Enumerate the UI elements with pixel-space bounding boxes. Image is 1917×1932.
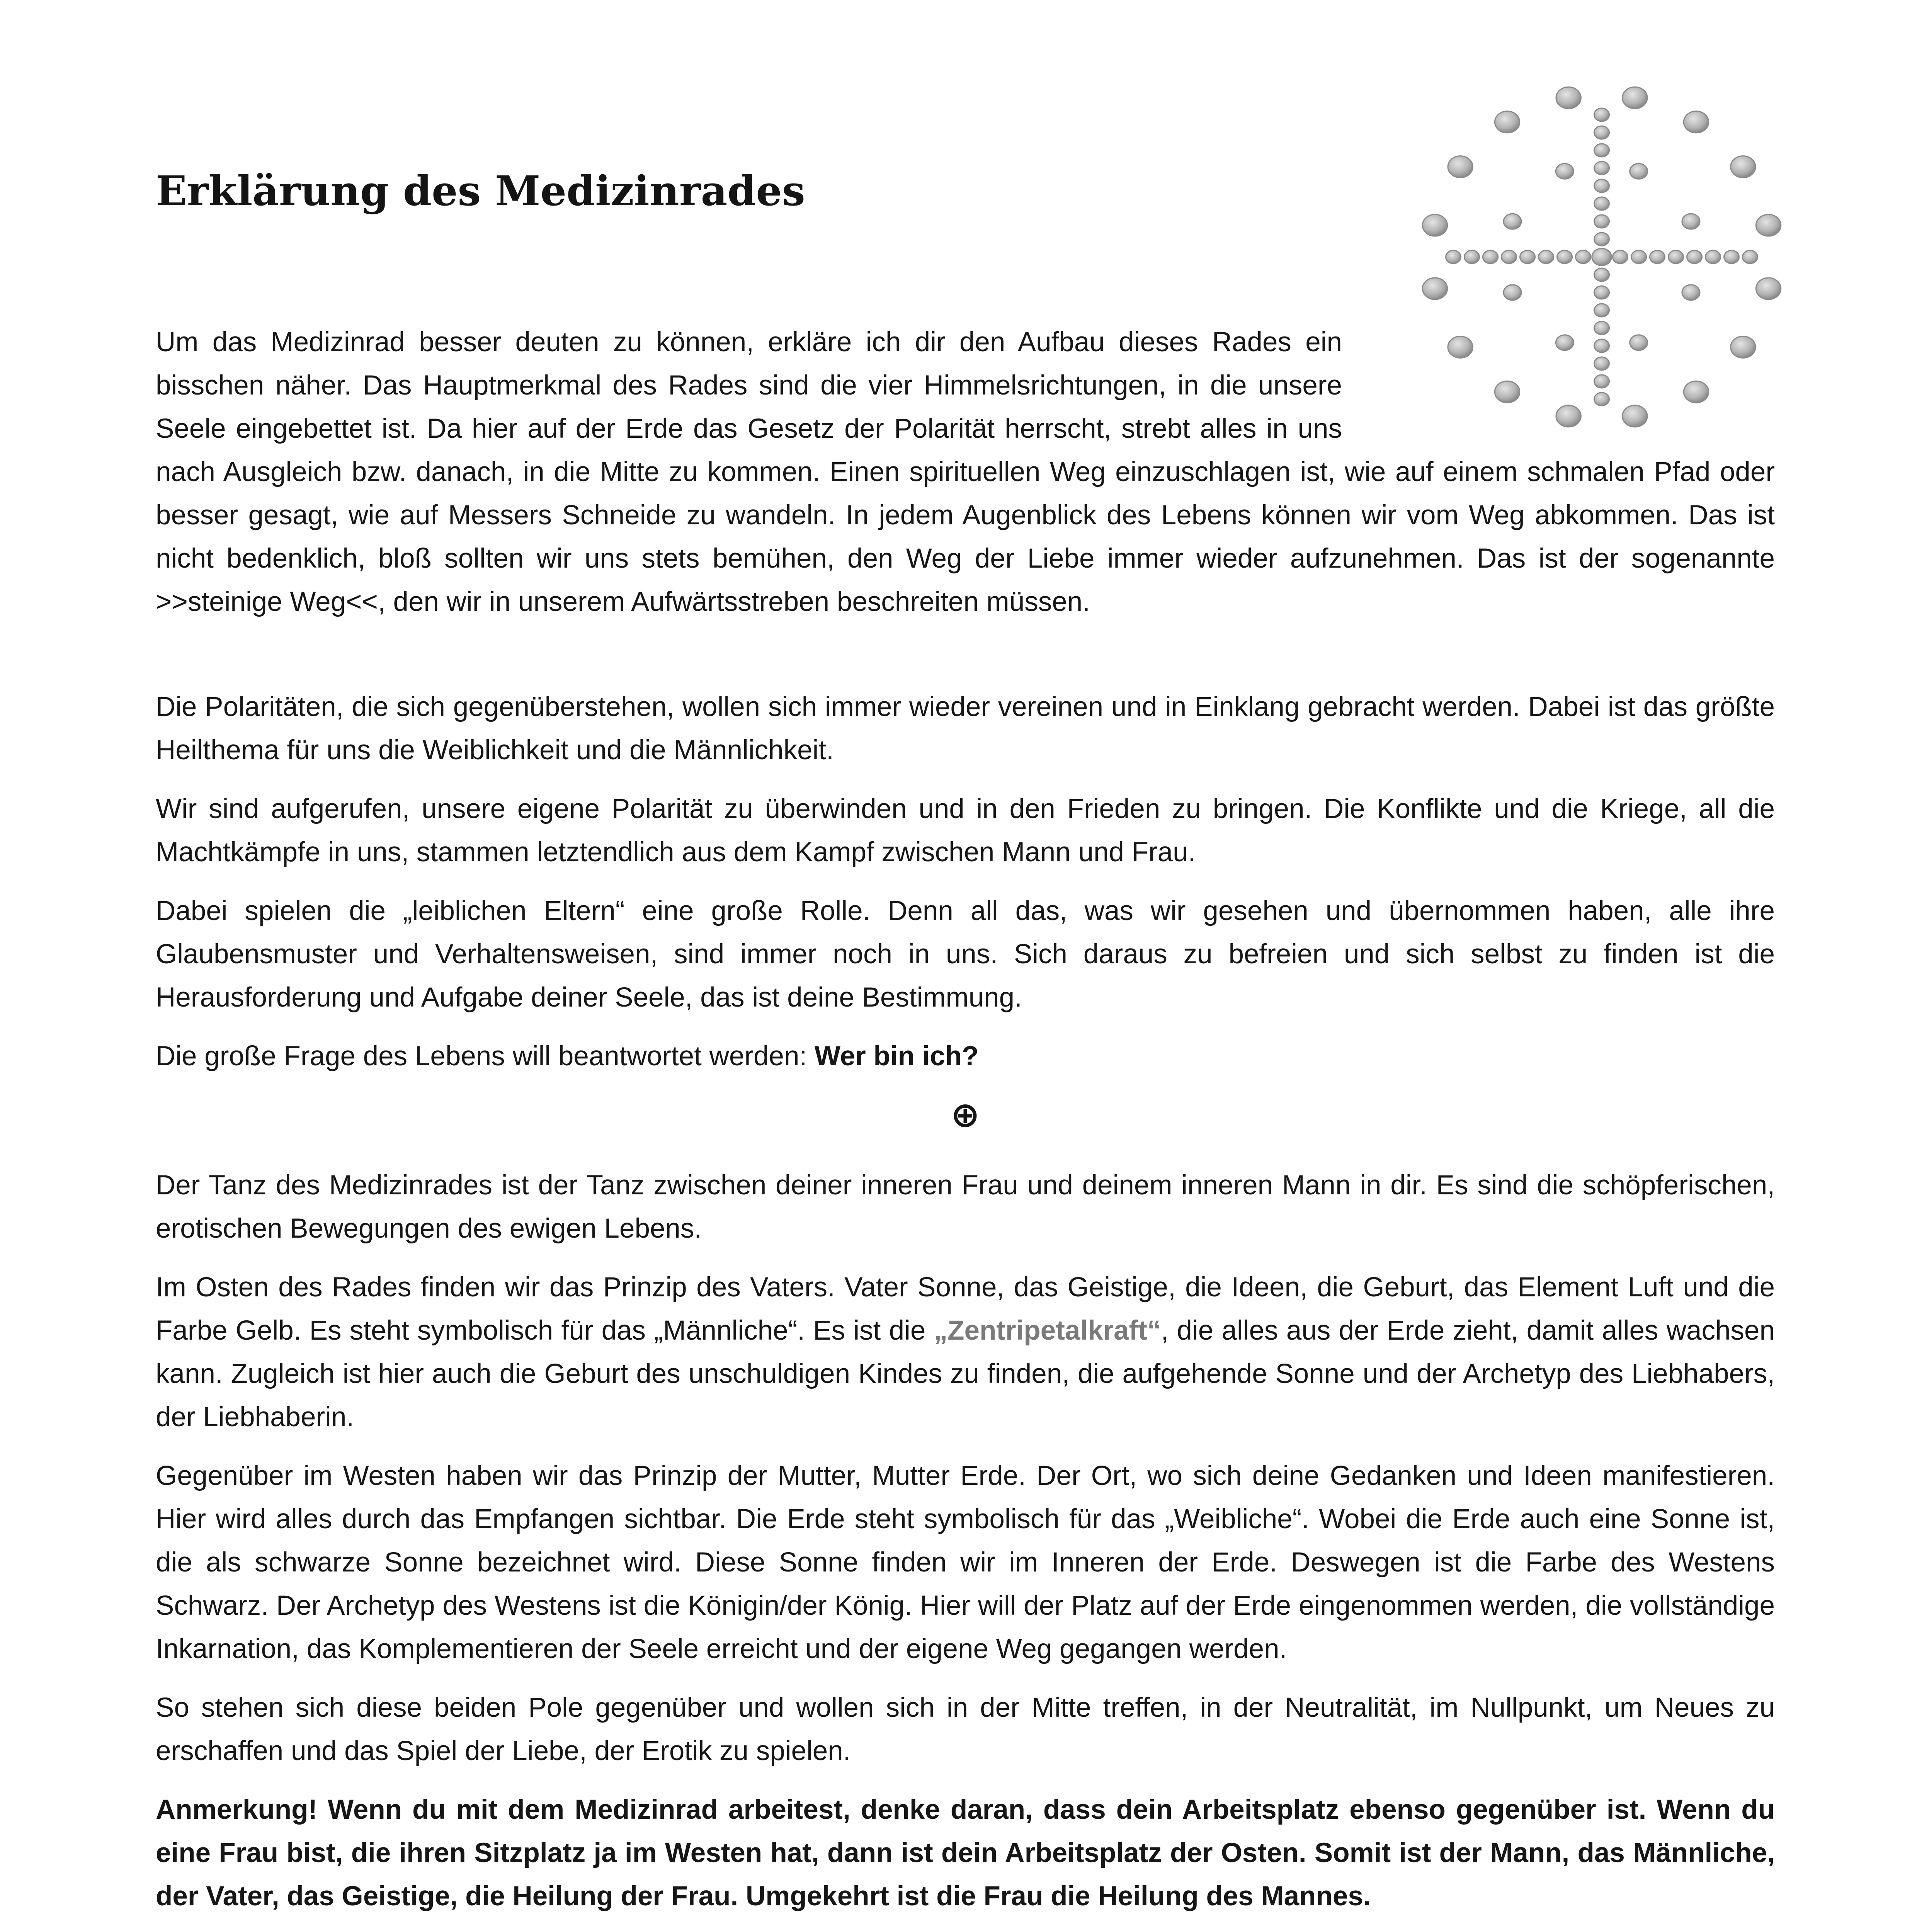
stone <box>1495 111 1519 133</box>
stone <box>1705 250 1720 264</box>
stone <box>1592 248 1612 265</box>
stone <box>1422 278 1447 299</box>
stone <box>1594 197 1609 210</box>
stone <box>1682 285 1700 300</box>
stone <box>1756 278 1781 299</box>
stone <box>1682 214 1700 229</box>
stone <box>1631 250 1646 264</box>
stone <box>1594 268 1609 281</box>
paragraph-intro: Um das Medizinrad besser deuten zu können, erkläre ich dir den Aufbau dieses Rades ein bisschen näher. Das Hauptmerkmal des Rades sind die vier Himmelsrichtungen, in die unsere Seele eingebettet ist. Da hier auf der Erde das Gesetz der Polarität herrscht, strebt alles in uns nach Ausgleich bzw. danach, in die Mitte zu kommen. Einen spirituellen Weg einzuschlagen ist, wie auf einem schmalen Pfad oder besser gesagt, wie auf Messers Schneide zu wandeln. In jedem Augenblick des Lebens können wir vom Weg abkommen. Das ist nicht bedenklich, bloß sollten wir uns stets bemühen, den Weg der Liebe immer wieder aufzunehmen. Das ist der sogenannte >>steinige Weg<<, den wir in unserem Aufwärtsstreben beschreiten müssen. <box>156 327 1775 617</box>
stone <box>1650 250 1665 264</box>
stone <box>1724 250 1739 264</box>
stone <box>1504 285 1521 300</box>
stone <box>1594 108 1609 121</box>
stone <box>1687 250 1702 264</box>
stone <box>1501 250 1516 264</box>
stone <box>1594 126 1609 139</box>
stone <box>1422 214 1447 236</box>
question-bold: Wer bin ich? <box>814 1041 979 1071</box>
stone <box>1668 250 1683 264</box>
stone <box>1483 250 1498 264</box>
paragraph-poles: So stehen sich diese beiden Pole gegenüber und wollen sich in der Mitte treffen, in der Neutralität, im Nullpunkt, um Neues zu erschaffen und das Spiel der Liebe, der Erotik zu spielen. <box>156 1692 1775 1766</box>
stone <box>1684 111 1708 133</box>
stone <box>1556 87 1581 109</box>
stone <box>1731 156 1755 178</box>
stone <box>1613 250 1628 264</box>
paragraph-dance: Der Tanz des Medizinrades ist der Tanz zwischen deiner inneren Frau und deinem inneren Mann in dir. Es sind die schöpferischen, erotischen Bewegungen des ewigen Lebens. <box>156 1170 1775 1244</box>
stone <box>1623 87 1647 109</box>
stone <box>1630 163 1648 179</box>
stone <box>1594 304 1609 317</box>
stone <box>1756 214 1781 236</box>
stone <box>1575 250 1590 264</box>
stone <box>1742 250 1757 264</box>
stone <box>1538 250 1553 264</box>
stone <box>1594 144 1609 157</box>
paragraph-question <box>156 1035 1775 1078</box>
paragraph-east <box>156 1266 1775 1439</box>
paragraph-polarities: Die Polaritäten, die sich gegenüberstehen, wollen sich immer wieder vereinen und in Einklang gebracht werden. Dabei ist das größte Heilthema für uns die Weiblichkeit und die Männlichkeit. <box>156 692 1775 765</box>
east-text-c: , die alles aus der Erde zieht, damit alles wachsen kann. Zugleich ist hier auch die Geburt des unschuldigen Kindes zu finden, die aufgehende Sonne und der Archetyp des Liebhabers, der Liebhaberin. <box>156 1315 1775 1432</box>
circled-plus-icon: ⊕ <box>951 1095 980 1135</box>
east-text-a: Im Osten des Rades finden wir das Prinzip des Vaters. Vater Sonne, das Geistige, die Ideen, die Geburt, das Element Luft und die Farbe Gelb. Es steht symbolisch für das „Männliche“. Es ist die <box>156 1272 1775 1346</box>
centripetal-highlight: „Zentripetalkraft“ <box>934 1315 1161 1346</box>
body-text <box>156 321 1775 1932</box>
paragraph-gap <box>156 639 1775 685</box>
paragraph-parents: Dabei spielen die „leiblichen Eltern“ eine große Rolle. Denn all das, was wir gesehen und übernommen haben, alle ihre Glaubensmuster und Verhaltensweisen, sind immer noch in uns. Sich daraus zu befreien und sich selbst zu finden ist die Herausforderung und Aufgabe deiner Seele, das ist deine Bestimmung. <box>156 896 1775 1013</box>
page-title: Erklärung des Medizinrades <box>156 167 805 215</box>
stone <box>1464 250 1479 264</box>
stone <box>1594 286 1609 299</box>
wheel-float-spacer <box>1342 321 1775 448</box>
stone <box>1446 250 1461 264</box>
stone <box>1594 179 1609 192</box>
stone <box>1557 250 1572 264</box>
paragraph-called: Wir sind aufgerufen, unsere eigene Polarität zu überwinden und in den Frieden zu bringen. Die Konflikte und die Kriege, all die Machtkämpfe in uns, stammen letztendlich aus dem Kampf zwischen Mann und Frau. <box>156 794 1775 867</box>
stone <box>1520 250 1535 264</box>
stone <box>1556 163 1573 179</box>
stone <box>1594 233 1609 246</box>
paragraph-west: Gegenüber im Westen haben wir das Prinzip der Mutter, Mutter Erde. Der Ort, wo sich deine Gedanken und Ideen manifestieren. Hier wird alles durch das Empfangen sichtbar. Die Erde steht symbolisch für das „Weibliche“. Wobei die Erde auch eine Sonne ist, die als schwarze Sonne bezeichnet wird. Diese Sonne finden wir im Inneren der Erde. Deswegen ist die Farbe des Westens Schwarz. Der Archetyp des Westens ist die Königin/der König. Hier will der Platz auf der Erde eingenommen werden, die vollständige Inkarnation, das Komplementieren der Seele erreicht und der eigene Weg gegangen werden. <box>156 1461 1775 1664</box>
paragraph-note: Anmerkung! Wenn du mit dem Medizinrad arbeitest, denke daran, dass dein Arbeitsplatz ebenso gegenüber ist. Wenn du eine Frau bist, die ihren Sitzplatz ja im Westen hat, dann ist dein Arbeitsplatz der Osten. Somit ist der Mann, das Männliche, der Vater, das Geistige, die Heilung der Frau. Umgekehrt ist die Frau die Heilung des Mannes. <box>156 1794 1775 1912</box>
stone <box>1594 215 1609 228</box>
stone <box>1594 162 1609 175</box>
stone <box>1448 156 1473 178</box>
question-lead: Die große Frage des Lebens will beantwortet werden: <box>156 1041 815 1071</box>
stone <box>1504 214 1521 229</box>
